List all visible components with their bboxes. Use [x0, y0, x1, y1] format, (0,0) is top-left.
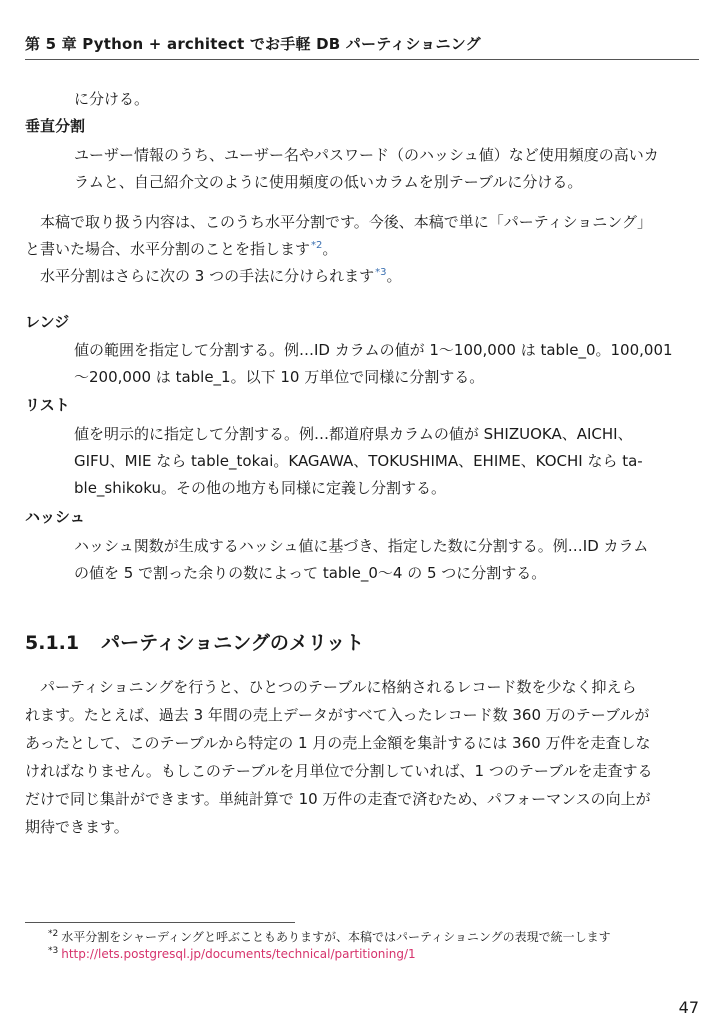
footnote-link[interactable]: http://lets.postgresql.jp/documents/technical/partitioning/1	[61, 947, 416, 961]
paragraph-line: れます。たとえば、過去 3 年間の売上データがすべて入ったレコード数 360 万のテーブルが	[25, 706, 650, 724]
paragraph-line: だけで同じ集計ができます。単純計算で 10 万件の走査で済むため、パフォーマンスの向上が	[25, 790, 651, 808]
term-vertical-partitioning: 垂直分割	[25, 117, 86, 135]
footnote-mark: *3	[48, 946, 59, 956]
paragraph-text: 水平分割はさらに次の 3 つの手法に分けられます	[40, 267, 375, 285]
footnote-text: 水平分割をシャーディングと呼ぶこともありますが、本稿ではパーティショニングの表現で統一します	[61, 930, 611, 944]
definition-line: の値を 5 で割った余りの数によって table_0〜4 の 5 つに分割する。	[74, 564, 547, 582]
paragraph-line	[25, 239, 337, 262]
paragraph-text: 。	[322, 240, 338, 258]
definition-line: ラムと、自己紹介文のように使用頻度の低いカラムを別テーブルに分ける。	[74, 173, 583, 191]
footnote-ref-3[interactable]: *3	[375, 267, 387, 278]
section-title: パーティショニングのメリット	[101, 632, 365, 654]
term-range: レンジ	[25, 313, 70, 331]
definition-line: ユーザー情報のうち、ユーザー名やパスワード（のハッシュ値）など使用頻度の高いカ	[74, 146, 659, 164]
section-number: 5.1.1	[25, 632, 80, 654]
term-list: リスト	[25, 396, 70, 414]
paragraph-line: 期待できます。	[25, 818, 129, 836]
paragraph-text: 。	[386, 267, 402, 285]
footnote-divider	[25, 922, 295, 923]
definition-line: GIFU、MIE なら table_tokai。KAGAWA、TOKUSHIMA、EHIME、KOCHI なら ta-	[74, 452, 643, 470]
paragraph-line: ければなりません。もしこのテーブルを月単位で分割していれば、1 つのテーブルを走査する	[25, 762, 653, 780]
definition-line: ble_shikoku。その他の地方も同様に定義し分割する。	[74, 479, 446, 497]
paragraph-text: と書いた場合、水平分割のことを指します	[25, 240, 311, 258]
footnote-ref-2[interactable]: *2	[311, 240, 323, 251]
term-hash: ハッシュ	[25, 508, 85, 526]
section-heading	[25, 628, 364, 655]
paragraph-line: あったとして、このテーブルから特定の 1 月の売上金額を集計するには 360 万件を走査しな	[25, 734, 651, 752]
definition-line: 値の範囲を指定して分割する。例…ID カラムの値が 1〜100,000 は table_0。100,001	[74, 341, 673, 359]
footnote-3	[48, 947, 416, 961]
running-header: 第 5 章 Python + architect でお手軽 DB パーティショニング	[25, 33, 699, 60]
page-number: 47	[678, 998, 699, 1017]
footnote-mark: *2	[48, 929, 59, 939]
paragraph-line	[40, 266, 401, 289]
definition-line: 〜200,000 は table_1。以下 10 万単位で同様に分割する。	[74, 368, 485, 386]
definition-line: ハッシュ関数が生成するハッシュ値に基づき、指定した数に分割する。例…ID カラム	[74, 537, 649, 555]
paragraph-line: パーティショニングを行うと、ひとつのテーブルに格納されるレコード数を少なく抑えら	[40, 678, 637, 696]
body-line: に分ける。	[74, 90, 150, 108]
footnote-2	[48, 928, 611, 945]
paragraph-line: 本稿で取り扱う内容は、このうち水平分割です。今後、本稿で単に「パーティショニング」	[40, 213, 653, 231]
definition-line: 値を明示的に指定して分割する。例…都道府県カラムの値が SHIZUOKA、AICHI、	[74, 425, 633, 443]
